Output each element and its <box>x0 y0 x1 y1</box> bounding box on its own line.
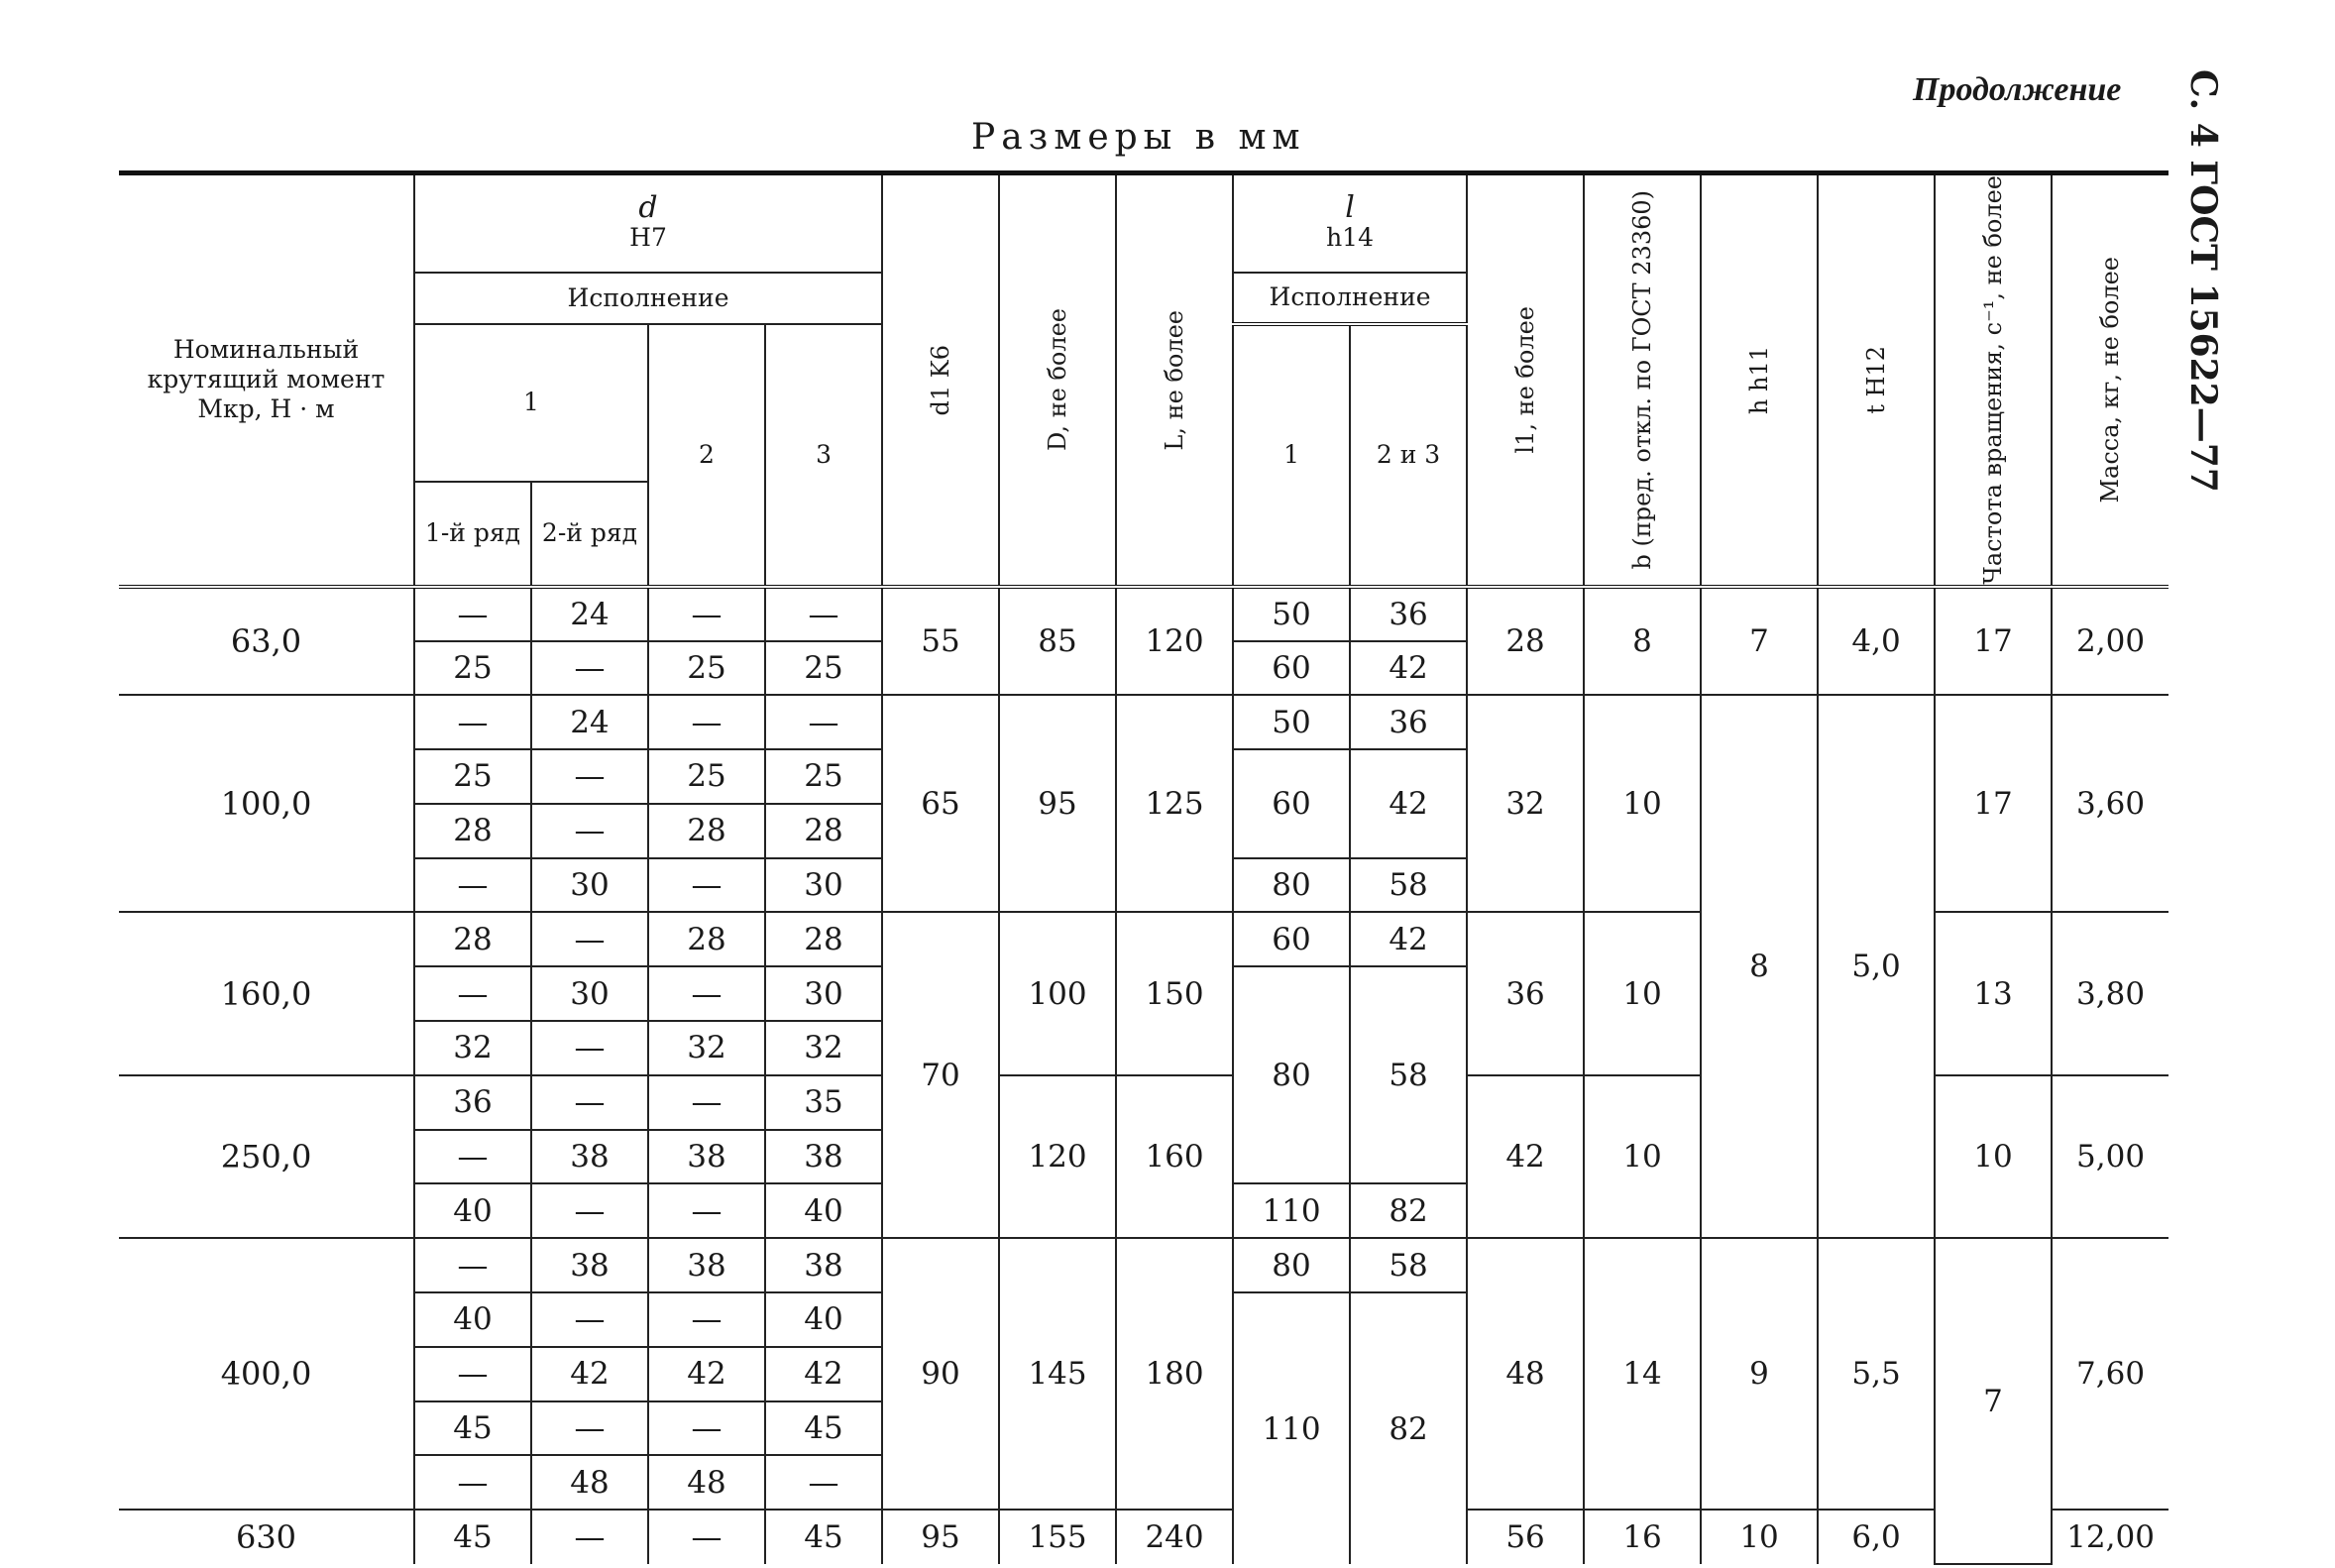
d-isp2: 32 <box>648 1021 765 1075</box>
d-row2: — <box>531 1401 648 1456</box>
l-isp23: 58 <box>1350 1238 1467 1292</box>
L-value: 120 <box>1116 587 1233 696</box>
d-isp2: 38 <box>648 1238 765 1292</box>
d-row2: 30 <box>531 858 648 913</box>
moment-400: 400,0 <box>119 1238 414 1510</box>
d1-value: 90 <box>882 1238 999 1510</box>
header-h: h h11 <box>1701 173 1818 587</box>
d-isp2: — <box>648 858 765 913</box>
l-isp23: 58 <box>1350 858 1467 913</box>
b-value: 14 <box>1584 1238 1701 1510</box>
d-row1: 25 <box>414 749 531 804</box>
header-L: L, не более <box>1116 173 1233 587</box>
table-row <box>119 1510 2168 1564</box>
l1-value: 28 <box>1467 587 1584 696</box>
h-value: 7 <box>1701 587 1818 696</box>
table-row <box>119 587 2168 641</box>
d-isp3: 35 <box>765 1075 882 1130</box>
d-isp2: 25 <box>648 749 765 804</box>
l-isp23: 36 <box>1350 587 1467 641</box>
L-value: 150 <box>1116 912 1233 1074</box>
d-isp3: — <box>765 695 882 749</box>
t-value: 5,5 <box>1818 1238 1935 1510</box>
t-value: 5,0 <box>1818 695 1935 1238</box>
d-isp3: 30 <box>765 966 882 1021</box>
l-isp1: 60 <box>1233 912 1350 966</box>
l1-value: 56 <box>1467 1510 1584 1564</box>
d-isp2: 25 <box>648 641 765 696</box>
b-value: 10 <box>1584 695 1701 912</box>
d-row1: 25 <box>414 641 531 696</box>
b-value: 10 <box>1584 1075 1701 1238</box>
d-isp2: — <box>648 695 765 749</box>
l-isp23: 82 <box>1350 1183 1467 1238</box>
d-isp2: 28 <box>648 912 765 966</box>
d-row1: 36 <box>414 1075 531 1130</box>
l-isp23: 42 <box>1350 641 1467 696</box>
header-row2: 2-й ряд <box>531 482 648 587</box>
D-value: 100 <box>999 912 1116 1074</box>
D-value: 95 <box>999 695 1116 912</box>
side-page-label <box>2161 59 2250 493</box>
d-row1: 28 <box>414 804 531 858</box>
table-row <box>119 695 2168 749</box>
header-D: D, не более <box>999 173 1116 587</box>
d-isp3: 45 <box>765 1510 882 1564</box>
d-isp2: — <box>648 1183 765 1238</box>
l-isp23: 82 <box>1350 1292 1467 1564</box>
mass-value: 3,80 <box>2052 912 2168 1074</box>
d-isp3: 25 <box>765 749 882 804</box>
header-d-ispolnenie: Исполнение <box>414 273 882 324</box>
d-isp3: 25 <box>765 641 882 696</box>
h-value: 10 <box>1701 1510 1818 1564</box>
header-isp1: 1 <box>414 324 648 482</box>
continuation-label: Продолжение <box>1913 71 2122 108</box>
d-row2: — <box>531 1183 648 1238</box>
mass-value: 12,00 <box>2052 1510 2168 1564</box>
d1-value: 70 <box>882 912 999 1238</box>
d-row1: — <box>414 587 531 641</box>
d-row2: 30 <box>531 966 648 1021</box>
header-freq: Частота вращения, с⁻¹, не более <box>1935 173 2052 587</box>
d-row2: — <box>531 749 648 804</box>
l-isp23: 36 <box>1350 695 1467 749</box>
d-row1: — <box>414 695 531 749</box>
t-value: 4,0 <box>1818 587 1935 696</box>
d-row2: 24 <box>531 695 648 749</box>
D-value: 120 <box>999 1075 1116 1238</box>
header-t: t H12 <box>1818 173 1935 587</box>
header-d: d H7 <box>414 173 882 273</box>
header-d1: d1 K6 <box>882 173 999 587</box>
l-isp1: 110 <box>1233 1183 1350 1238</box>
d-row2: — <box>531 1292 648 1347</box>
d-isp3: 40 <box>765 1292 882 1347</box>
d-isp3: 40 <box>765 1183 882 1238</box>
coupling-dimensions-table <box>119 170 2168 1565</box>
d-row1: 45 <box>414 1510 531 1564</box>
l1-value: 48 <box>1467 1238 1584 1510</box>
d-row2: 48 <box>531 1455 648 1510</box>
d-isp2: — <box>648 1075 765 1130</box>
d-isp2: 28 <box>648 804 765 858</box>
d-row2: 38 <box>531 1130 648 1184</box>
d-row2: 24 <box>531 587 648 641</box>
d-isp3: 30 <box>765 858 882 913</box>
d1-value: 65 <box>882 695 999 912</box>
freq-value: 10 <box>1935 1075 2052 1238</box>
header-mkr: Номинальный крутящий момент Мкр, Н · м <box>119 173 414 587</box>
header-isp3: 3 <box>765 324 882 587</box>
header-l-isp23: 2 и 3 <box>1350 324 1467 587</box>
D-value: 155 <box>999 1510 1116 1564</box>
d-row2: — <box>531 804 648 858</box>
freq-value: 17 <box>1935 695 2052 912</box>
d-isp2: — <box>648 1510 765 1564</box>
b-value: 10 <box>1584 912 1701 1074</box>
header-b: b (пред. откл. по ГОСТ 23360) <box>1584 173 1701 587</box>
d-row2: — <box>531 641 648 696</box>
mass-value: 5,00 <box>2052 1075 2168 1238</box>
d-row1: — <box>414 1238 531 1292</box>
d-row2: — <box>531 1075 648 1130</box>
header-mass: Масса, кг, не более <box>2052 173 2168 587</box>
l1-value: 32 <box>1467 695 1584 912</box>
d-row1: — <box>414 858 531 913</box>
d-isp3: — <box>765 587 882 641</box>
d-row2: 42 <box>531 1347 648 1401</box>
header-l: l h14 <box>1233 173 1467 273</box>
l-isp1: 80 <box>1233 966 1350 1183</box>
moment-63: 63,0 <box>119 587 414 696</box>
D-value: 145 <box>999 1238 1116 1510</box>
d1-value: 55 <box>882 587 999 696</box>
d-isp2: 42 <box>648 1347 765 1401</box>
moment-100: 100,0 <box>119 695 414 912</box>
D-value: 85 <box>999 587 1116 696</box>
header-l-ispolnenie: Исполнение <box>1233 273 1467 324</box>
d-isp2: 48 <box>648 1455 765 1510</box>
d-row1: — <box>414 966 531 1021</box>
header-row1: 1-й ряд <box>414 482 531 587</box>
l-isp1: 110 <box>1233 1292 1350 1564</box>
d1-value: 95 <box>882 1510 999 1564</box>
l-isp1: 80 <box>1233 1238 1350 1292</box>
b-value: 16 <box>1584 1510 1701 1564</box>
header-l1: l1, не более <box>1467 173 1584 587</box>
l-isp1: 80 <box>1233 858 1350 913</box>
l1-value: 36 <box>1467 912 1584 1074</box>
mass-value: 2,00 <box>2052 587 2168 696</box>
l-isp23: 42 <box>1350 912 1467 966</box>
L-value: 180 <box>1116 1238 1233 1510</box>
d-row2: — <box>531 1510 648 1564</box>
d-isp2: — <box>648 1401 765 1456</box>
moment-250: 250,0 <box>119 1075 414 1238</box>
d-isp2: — <box>648 966 765 1021</box>
header-isp2: 2 <box>648 324 765 587</box>
d-isp3: 32 <box>765 1021 882 1075</box>
header-l-isp1: 1 <box>1233 324 1350 587</box>
t-value: 6,0 <box>1818 1510 1935 1564</box>
d-isp3: 42 <box>765 1347 882 1401</box>
b-value: 8 <box>1584 587 1701 696</box>
l-isp23: 42 <box>1350 749 1467 858</box>
l-isp23: 58 <box>1350 966 1467 1183</box>
d-row1: 32 <box>414 1021 531 1075</box>
l-isp1: 50 <box>1233 587 1350 641</box>
freq-value: 13 <box>1935 912 2052 1074</box>
d-isp3: 38 <box>765 1130 882 1184</box>
table-row <box>119 1238 2168 1292</box>
side-label-text: С. 4 ГОСТ 15622—77 <box>2182 69 2224 493</box>
L-value: 125 <box>1116 695 1233 912</box>
d-row1: — <box>414 1347 531 1401</box>
freq-value: 7 <box>1935 1238 2052 1564</box>
d-row1: — <box>414 1130 531 1184</box>
l-isp1: 60 <box>1233 641 1350 696</box>
moment-630: 630 <box>235 1518 297 1557</box>
d-row1: 40 <box>414 1183 531 1238</box>
d-row2: — <box>531 912 648 966</box>
freq-value: 17 <box>1935 587 2052 696</box>
d-isp3: 28 <box>765 912 882 966</box>
d-row1: 40 <box>414 1292 531 1347</box>
l1-value: 42 <box>1467 1075 1584 1238</box>
mass-value: 3,60 <box>2052 695 2168 912</box>
h-value: 9 <box>1701 1238 1818 1510</box>
d-row1: — <box>414 1455 531 1510</box>
d-isp2: — <box>648 587 765 641</box>
l-isp1: 50 <box>1233 695 1350 749</box>
d-row1: 45 <box>414 1401 531 1456</box>
d-isp3: — <box>765 1455 882 1510</box>
moment-160: 160,0 <box>119 912 414 1074</box>
d-row2: 38 <box>531 1238 648 1292</box>
h-value: 8 <box>1701 695 1818 1238</box>
d-isp3: 28 <box>765 804 882 858</box>
sizes-caption: Размеры в мм <box>971 117 1306 158</box>
d-isp2: 38 <box>648 1130 765 1184</box>
d-row2: — <box>531 1021 648 1075</box>
L-value: 240 <box>1116 1510 1233 1564</box>
d-isp2: — <box>648 1292 765 1347</box>
l-isp1: 60 <box>1233 749 1350 858</box>
mass-value: 7,60 <box>2052 1238 2168 1510</box>
L-value: 160 <box>1116 1075 1233 1238</box>
d-isp3: 38 <box>765 1238 882 1292</box>
d-row1: 28 <box>414 912 531 966</box>
d-isp3: 45 <box>765 1401 882 1456</box>
